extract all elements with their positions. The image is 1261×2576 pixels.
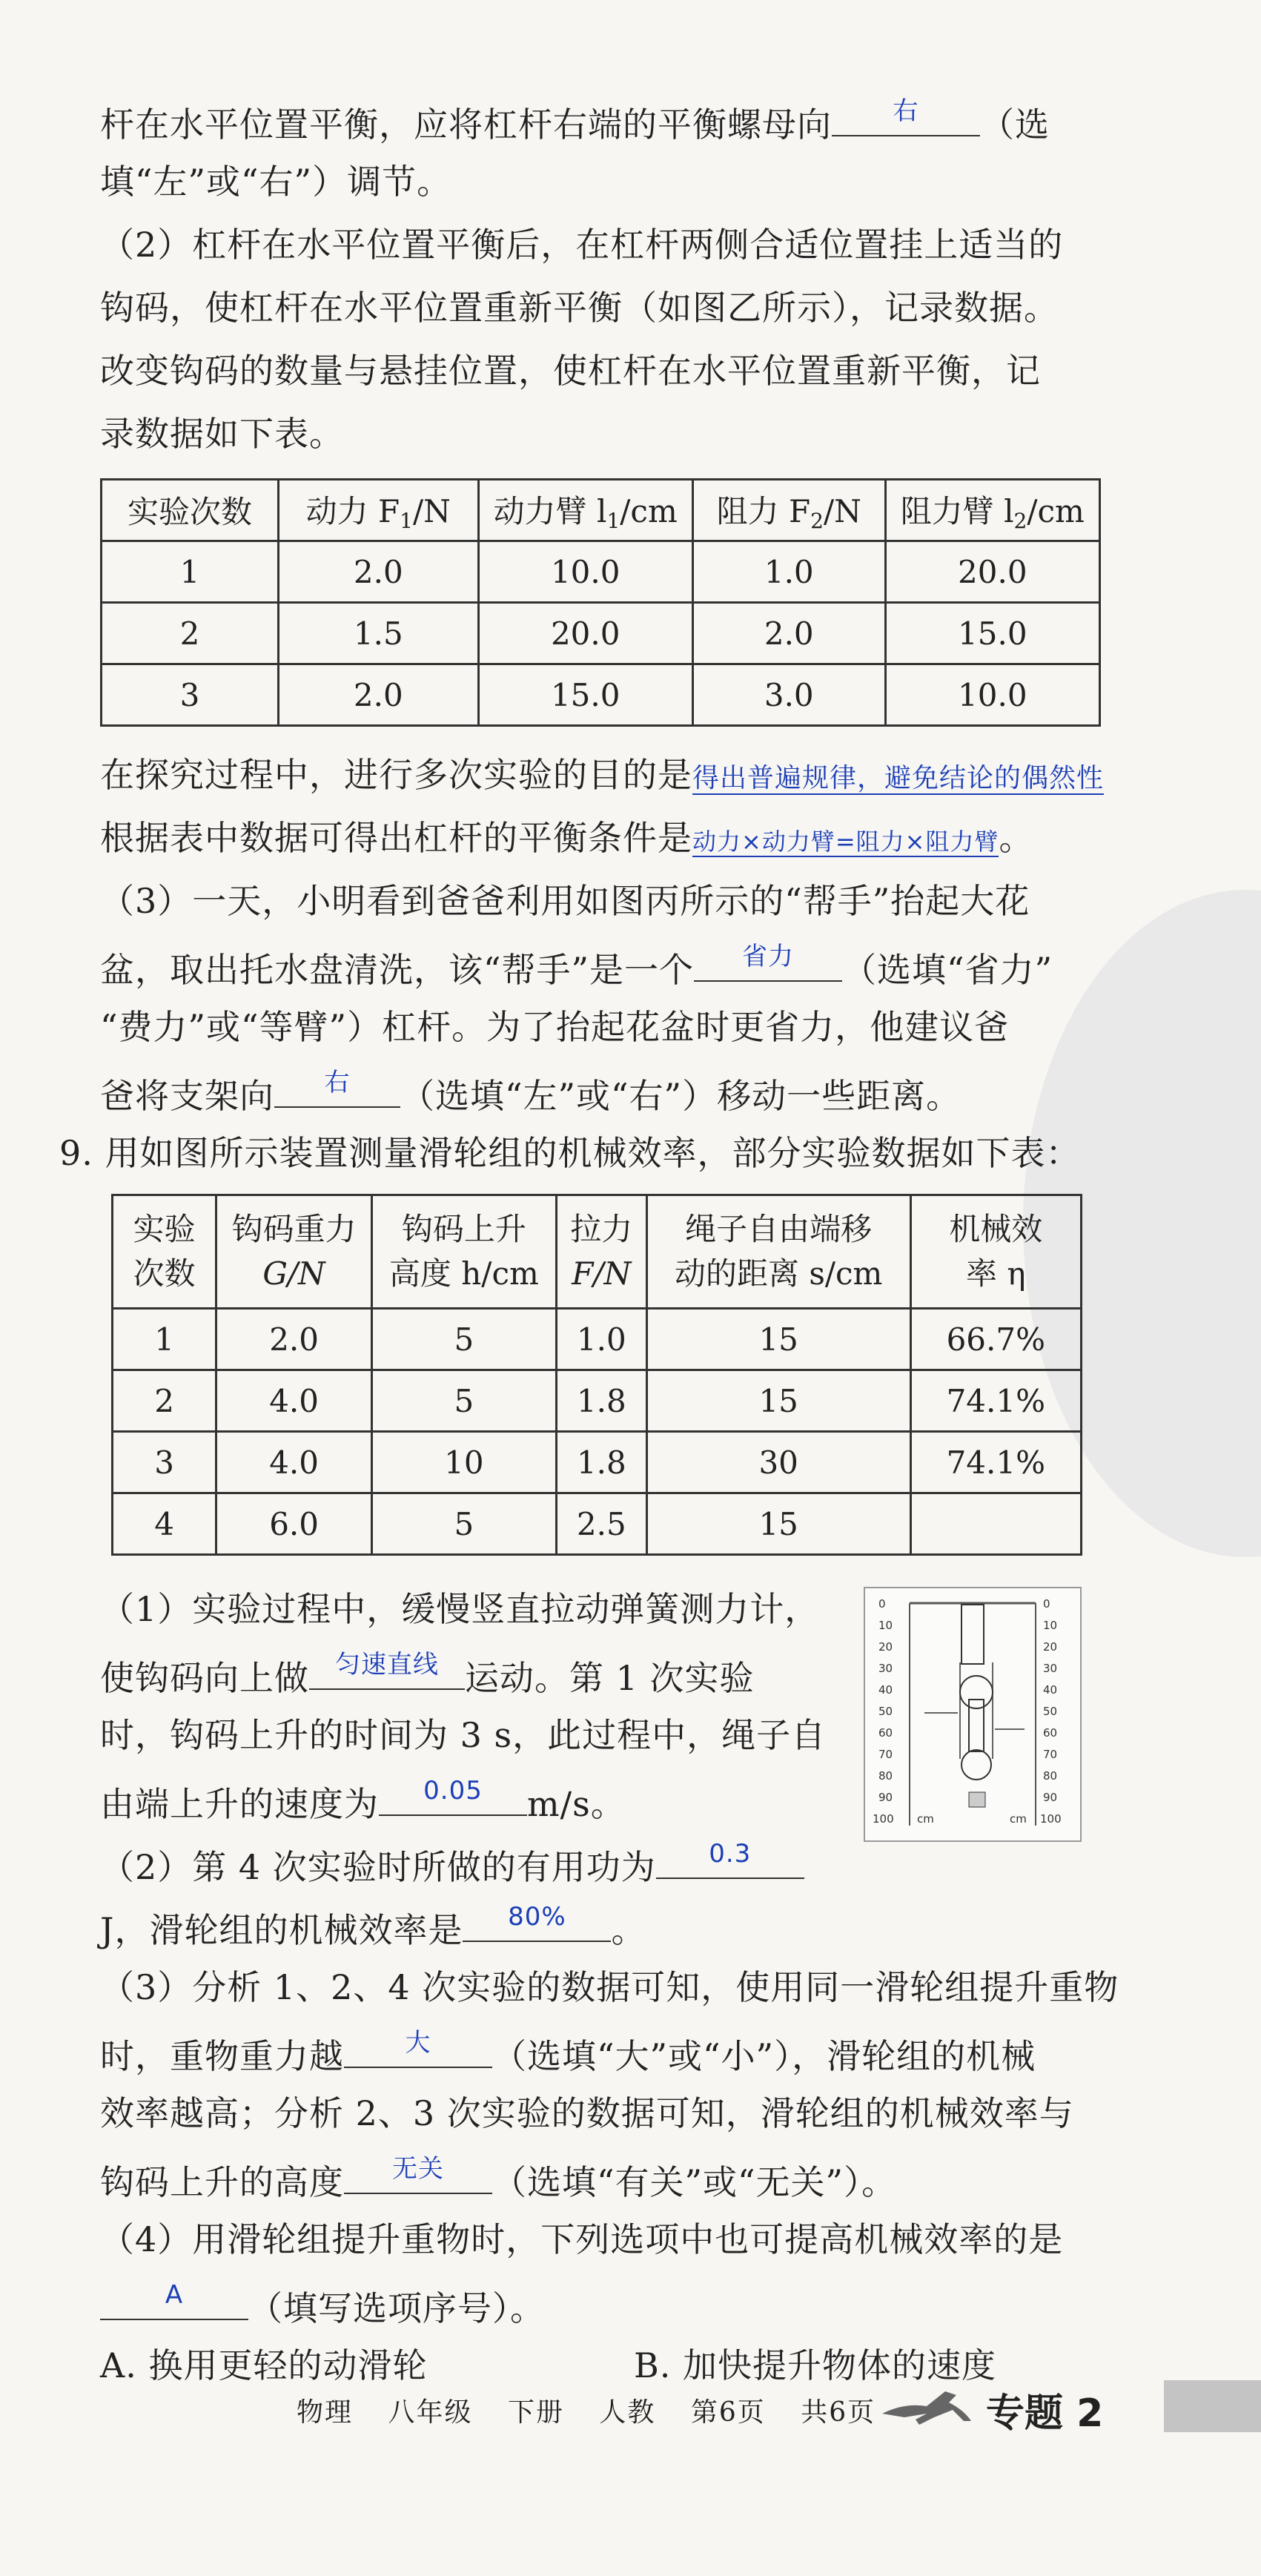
scale-tick-label: 100 — [873, 1812, 894, 1826]
table-row — [113, 1493, 1082, 1555]
scale-tick-label: 60 — [1043, 1726, 1058, 1740]
table-cell: 3 — [102, 664, 279, 726]
table-cell: 1.8 — [556, 1370, 646, 1432]
table-cell: 66.7% — [910, 1309, 1081, 1370]
text-line: 填“左”或“右”）调节。 — [100, 162, 452, 202]
table-row — [102, 664, 1100, 726]
answer-text[interactable]: 得出普遍规律，避免结论的偶然性 — [692, 763, 1105, 793]
footer-volume: 下册 — [507, 2397, 564, 2428]
scale-tick-label: 0 — [878, 1597, 886, 1611]
text-line: （4）用滑轮组提升重物时，下列选项中也可提高机械效率的是 — [100, 2219, 1064, 2259]
table-cell: 4.0 — [216, 1432, 372, 1493]
scale-tick-label: 30 — [878, 1662, 893, 1675]
table-cell: 2 — [102, 603, 279, 664]
horse-icon — [875, 2377, 979, 2428]
table-cell: 1.0 — [692, 541, 885, 603]
table-cell: 1.8 — [556, 1432, 646, 1493]
option-a: A. 换用更轻的动滑轮 — [100, 2345, 428, 2385]
answer-blank[interactable]: 右 — [274, 1068, 400, 1108]
table-cell: 15 — [646, 1309, 910, 1370]
text-line: （2）杠杆在水平位置平衡后，在杠杆两侧合适位置挂上适当的 — [100, 225, 1064, 265]
text-line: 根据表中数据可得出杠杆的平衡条件是动力×动力臂=阻力×阻力臂。 — [100, 818, 1034, 858]
answer-text[interactable]: 动力×动力臂=阻力×阻力臂 — [692, 828, 999, 856]
table-cell: 3 — [113, 1432, 216, 1493]
table-header: 阻力 $F_2/N$ — [692, 480, 885, 541]
table-cell: 15 — [646, 1370, 910, 1432]
table-cell: 2.0 — [216, 1309, 372, 1370]
scale-tick-label: 20 — [878, 1640, 893, 1654]
table-cell — [910, 1493, 1081, 1555]
scale-tick-label: 0 — [1043, 1597, 1050, 1611]
answer-blank[interactable]: 大 — [344, 2028, 492, 2068]
text-line: 钩码上升的高度 无关 （选填“有关”或“无关”）。 — [100, 2154, 897, 2202]
option-b: B. 加快提升物体的速度 — [634, 2345, 997, 2385]
text-line: 盆，取出托水盘清洗，该“帮手”是一个 省力 （选填“省力” — [100, 942, 1053, 990]
text-line: “费力”或“等臂”）杠杆。为了抬起花盆时更省力，他建议爸 — [100, 1007, 1010, 1047]
table-cell: 4.0 — [216, 1370, 372, 1432]
topic-badge: 专题 2 — [986, 2391, 1104, 2436]
pulley-diagram — [865, 1588, 1080, 1840]
footer-grade: 八年级 — [388, 2397, 473, 2428]
table-cell: 20.0 — [478, 603, 692, 664]
scale-tick-label: 90 — [878, 1791, 893, 1804]
table-cell: 2 — [113, 1370, 216, 1432]
table-cell: 2.5 — [556, 1493, 646, 1555]
table-header: 实验 次数 — [113, 1195, 216, 1309]
footer-total: 共6页 — [801, 2397, 876, 2428]
table-row — [113, 1432, 1082, 1493]
answer-blank[interactable]: 0.3 — [656, 1839, 804, 1879]
text-line: 时，重物重力越 大 （选填“大”或“小”），滑轮组的机械 — [100, 2028, 1036, 2076]
table-cell: 10.0 — [478, 541, 692, 603]
answer-blank[interactable]: 0.05 — [379, 1776, 527, 1816]
table-cell: 4 — [113, 1493, 216, 1555]
answer-blank[interactable]: 无关 — [344, 2154, 492, 2194]
scale-unit: cm — [1010, 1812, 1027, 1826]
scale-tick-label: 70 — [878, 1748, 893, 1761]
footer-page: 第6页 — [690, 2397, 766, 2428]
text-line: 由端上升的速度为 0.05 m/s。 — [100, 1776, 626, 1824]
text-line: 杆在水平位置平衡，应将杠杆右端的平衡螺母向 右 （选 — [100, 96, 1050, 145]
footer-subject: 物理 — [297, 2397, 354, 2428]
table-cell: 2.0 — [692, 603, 885, 664]
table-cell: 5 — [371, 1370, 556, 1432]
scale-tick-label: 40 — [1043, 1683, 1058, 1697]
table-row — [102, 541, 1100, 603]
table-row — [113, 1309, 1082, 1370]
text-line: 在探究过程中，进行多次实验的目的是得出普遍规律，避免结论的偶然性 — [100, 755, 1105, 795]
scale-tick-label: 40 — [878, 1683, 893, 1697]
pulley-apparatus-figure — [864, 1587, 1082, 1842]
table-cell: 2.0 — [279, 664, 479, 726]
answer-blank[interactable]: 80% — [463, 1902, 611, 1942]
table-cell: 2.0 — [279, 541, 479, 603]
table-header: 动力臂 $l_1/cm$ — [478, 480, 692, 541]
page-edge-tab — [1164, 2380, 1261, 2432]
table-cell: 30 — [646, 1432, 910, 1493]
pulley-data-table — [111, 1194, 1082, 1556]
text-line: 爸将支架向 右 （选填“左”或“右”）移动一些距离。 — [100, 1068, 962, 1116]
answer-blank[interactable]: A — [100, 2280, 248, 2320]
table-cell: 10 — [371, 1432, 556, 1493]
scale-tick-label: 90 — [1043, 1791, 1058, 1804]
question-9-title: 9. 用如图所示装置测量滑轮组的机械效率，部分实验数据如下表： — [59, 1133, 1081, 1173]
scale-tick-label: 50 — [878, 1705, 893, 1718]
table-row — [102, 603, 1100, 664]
table-cell: 1 — [102, 541, 279, 603]
table-header-row — [113, 1195, 1082, 1309]
text-line: 使钩码向上做 匀速直线 运动。第 1 次实验 — [100, 1650, 755, 1698]
scale-tick-label: 100 — [1040, 1812, 1062, 1826]
table-cell: 1.0 — [556, 1309, 646, 1370]
text-line: 钩码，使杠杆在水平位置重新平衡（如图乙所示），记录数据。 — [100, 288, 1059, 328]
scale-tick-label: 10 — [878, 1619, 893, 1632]
scale-tick-label: 30 — [1043, 1662, 1058, 1675]
scale-tick-label: 50 — [1043, 1705, 1058, 1718]
scale-tick-label: 20 — [1043, 1640, 1058, 1654]
table-cell: 74.1% — [910, 1370, 1081, 1432]
scale-tick-label: 80 — [1043, 1769, 1058, 1783]
table-header: 钩码上升 高度 h/cm — [371, 1195, 556, 1309]
footer-edition: 人教 — [599, 2397, 656, 2428]
text-line: 改变钩码的数量与悬挂位置，使杠杆在水平位置重新平衡，记 — [100, 351, 1041, 391]
text-line: （3）一天，小明看到爸爸利用如图丙所示的“帮手”抬起大花 — [100, 881, 1030, 921]
scale-tick-label: 60 — [878, 1726, 893, 1740]
table-header: 阻力臂 $l_2/cm$ — [885, 480, 1099, 541]
text-line: （2）第 4 次实验时所做的有用功为 0.3 — [100, 1839, 804, 1889]
table-header: 实验次数 — [102, 480, 279, 541]
scale-tick-label: 70 — [1043, 1748, 1058, 1761]
table-cell: 1 — [113, 1309, 216, 1370]
scale-tick-label: 10 — [1043, 1619, 1058, 1632]
text-line: （1）实验过程中，缓慢竖直拉动弹簧测力计， — [100, 1589, 820, 1629]
text-line: （3）分析 1、2、4 次实验的数据可知，使用同一滑轮组提升重物 — [100, 1967, 1119, 2007]
table-cell: 74.1% — [910, 1432, 1081, 1493]
answer-blank[interactable]: 匀速直线 — [309, 1650, 465, 1690]
table-cell: 5 — [371, 1493, 556, 1555]
table-header: 机械效 率 η — [910, 1195, 1081, 1309]
table-cell: 15.0 — [478, 664, 692, 726]
scale-unit: cm — [917, 1812, 934, 1826]
table-header: 钩码重力 G/N — [216, 1195, 372, 1309]
table-cell: 15.0 — [885, 603, 1099, 664]
table-cell: 6.0 — [216, 1493, 372, 1555]
table-cell: 5 — [371, 1309, 556, 1370]
scale-tick-label: 80 — [878, 1769, 893, 1783]
table-header: 拉力 F/N — [556, 1195, 646, 1309]
text-line: A （填写选项序号）。 — [100, 2280, 545, 2331]
answer-blank[interactable]: 省力 — [694, 942, 842, 982]
table-header-row — [102, 480, 1100, 541]
table-row — [113, 1370, 1082, 1432]
text-line: 录数据如下表。 — [100, 414, 344, 454]
page-footer — [297, 2391, 901, 2429]
table-cell: 1.5 — [279, 603, 479, 664]
table-cell: 20.0 — [885, 541, 1099, 603]
table-cell: 3.0 — [692, 664, 885, 726]
table-header: 动力 $F_1/N$ — [279, 480, 479, 541]
table-cell: 10.0 — [885, 664, 1099, 726]
answer-blank[interactable]: 右 — [832, 96, 980, 136]
table-header: 绳子自由端移 动的距离 s/cm — [646, 1195, 910, 1309]
text-line: 时，钩码上升的时间为 3 s，此过程中，绳子自 — [100, 1715, 827, 1755]
table-cell: 15 — [646, 1493, 910, 1555]
lever-data-table — [100, 478, 1101, 727]
text-line: J，滑轮组的机械效率是 80% 。 — [100, 1902, 646, 1950]
text-line: 效率越高；分析 2、3 次实验的数据可知，滑轮组的机械效率与 — [100, 2093, 1074, 2133]
